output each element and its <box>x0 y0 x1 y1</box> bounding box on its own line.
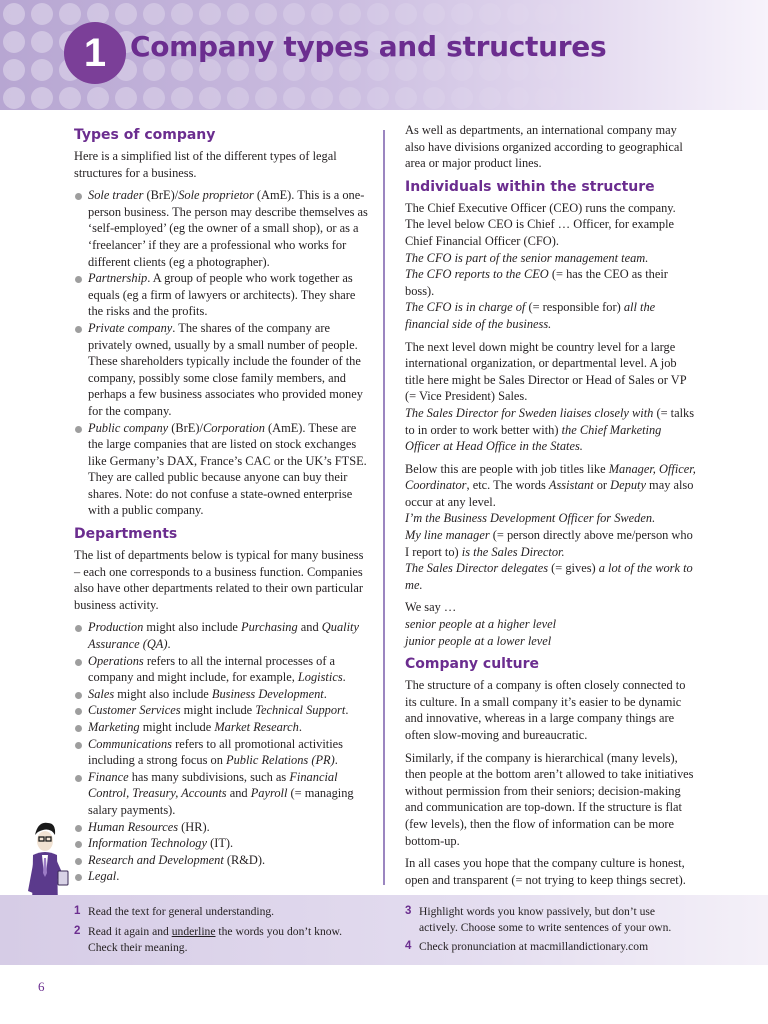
decorative-dot <box>535 3 557 25</box>
decorative-dot <box>255 3 277 25</box>
task-1: 1 Read the text for general understanding. <box>74 905 275 918</box>
example-sentence: The Sales Director delegates (= gives) a lot of the work to me. <box>405 561 693 592</box>
decorative-dot <box>171 3 193 25</box>
next-level-paragraph: The next level down might be country level for a large international organization, or departmental level. A job title here might be Sales Director or Head of Sales or VP (= Vice President) Sales. <box>405 339 687 404</box>
decorative-dot <box>367 87 389 109</box>
decorative-dot <box>227 3 249 25</box>
list-item: Private company. The shares of the company are privately owned, usually by a small number of people. These shareholders typically include the founder of the company, possibly some close family members, and perhaps a few business associates who provided money for the company. <box>74 320 368 420</box>
job-titles-paragraph: Below this are people with job titles like Manager, Officer, Coordinator, etc. The words Assistant or Deputy may also occur at any level. <box>405 461 696 509</box>
decorative-dot <box>115 87 137 109</box>
list-item: Finance has many subdivisions, such as Financial Control, Treasury, Accounts and Payroll (= managing salary payments). <box>74 769 368 819</box>
culture-paragraph: Similarly, if the company is hierarchical (many levels), then people at the bottom aren’t allowed to take initiatives without permission from their seniors; decision-making and communication are top-down. If the structure is flat (few levels), then the flow of information can be more bottom-up. <box>405 750 694 848</box>
list-item: Information Technology (IT). <box>74 835 368 852</box>
types-heading: Types of company <box>74 127 216 143</box>
example-sentence: The Sales Director for Sweden liaises closely with (= talks to in order to work better with) the Chief Marketing Officer at Head Office in the States. <box>405 405 695 454</box>
decorative-dot <box>115 3 137 25</box>
decorative-dot <box>199 87 221 109</box>
decorative-dot <box>563 87 585 109</box>
culture-paragraph: In all cases you hope that the company culture is honest, open and transparent (= not trying to keep things secret). <box>405 856 686 887</box>
example-sentence: The CFO is in charge of (= responsible for) all the financial side of the business. <box>405 300 656 331</box>
culture-paragraph: The structure of a company is often closely connected to its culture. In a small company it’s easier to be dynamic and innovative, whereas in a large company things are often slow-moving and bureaucratic. <box>405 678 686 742</box>
decorative-dot <box>423 3 445 25</box>
example-sentence: My line manager (= person directly above me/person who I report to) is the Sales Director. <box>405 528 693 559</box>
task-2: 2 Read it again and underline the words you don’t know. Check their meaning. <box>74 925 343 954</box>
decorative-dot <box>59 87 81 109</box>
decorative-dot <box>283 3 305 25</box>
decorative-dot <box>479 87 501 109</box>
column-divider <box>383 130 385 885</box>
decorative-dot <box>591 87 613 109</box>
task-4: 4 Check pronunciation at macmillandictionary.com <box>405 940 649 953</box>
chapter-title: Company types and structures <box>130 30 607 63</box>
example-sentence: I’m the Business Development Officer for Sweden. <box>405 511 656 526</box>
task-3: 3 Highlight words you know passively, but don’t use actively. Choose some to write sentences of your own. <box>405 905 672 934</box>
decorative-dot <box>311 3 333 25</box>
decorative-dot <box>395 3 417 25</box>
decorative-dot <box>227 87 249 109</box>
senior-line: senior people at a higher level <box>405 617 557 632</box>
list-item: Research and Development (R&D). <box>74 852 368 869</box>
decorative-dot <box>451 87 473 109</box>
decorative-dot <box>31 31 53 53</box>
list-item: Communications refers to all promotional activities including a strong focus on Public Relations (PR). <box>74 736 368 769</box>
decorative-dot <box>143 3 165 25</box>
decorative-dot <box>535 87 557 109</box>
decorative-dot <box>171 87 193 109</box>
list-item: Sole trader (BrE)/Sole proprietor (AmE). This is a one-person business. The person may describe themselves as ‘self-employed’ (eg the owner of a small shop), or as a ‘freelancer’ if they are a professional who works for different clients (eg a photographer). <box>74 187 368 270</box>
decorative-dot <box>451 3 473 25</box>
decorative-dot <box>199 3 221 25</box>
decorative-dot <box>3 31 25 53</box>
decorative-dot <box>255 87 277 109</box>
example-sentence: The CFO is part of the senior management team. <box>405 250 649 265</box>
company-types-list <box>74 187 368 519</box>
decorative-dot <box>3 3 25 25</box>
list-item: Sales might also include Business Development. <box>74 686 368 703</box>
decorative-dot <box>87 87 109 109</box>
departments-list <box>74 619 368 885</box>
list-item: Customer Services might include Technical Support. <box>74 702 368 719</box>
decorative-dot <box>507 87 529 109</box>
list-item: Operations refers to all the internal processes of a company and might include, for example, Logistics. <box>74 653 368 686</box>
decorative-dot <box>59 3 81 25</box>
list-item: Production might also include Purchasing and Quality Assurance (QA). <box>74 619 368 652</box>
list-item: Public company (BrE)/Corporation (AmE). These are the large companies that are listed on stock exchanges like Germany’s DAX, France’s CAC or the UK’s FTSE. They are called public because anyone can buy their shares. Note: do not confuse a state-owned enterprise with a public company. <box>74 420 368 520</box>
decorative-dot <box>367 3 389 25</box>
right-column <box>405 122 696 894</box>
list-item: Partnership. A group of people who work together as equals (eg a firm of lawyers or architects). They share the risks and the profits. <box>74 270 368 320</box>
decorative-dot <box>339 87 361 109</box>
decorative-dot <box>395 87 417 109</box>
decorative-dot <box>3 59 25 81</box>
chapter-banner <box>0 0 768 110</box>
departments-intro: The list of departments below is typical for many business – each one corresponds to a business function. Companies also have other departments related to their own particular business activity. <box>74 548 364 612</box>
decorative-dot <box>143 87 165 109</box>
decorative-dot <box>3 87 25 109</box>
decorative-dot <box>311 87 333 109</box>
departments-heading: Departments <box>74 526 178 543</box>
junior-line: junior people at a lower level <box>405 633 552 648</box>
tasks-box <box>0 895 768 965</box>
chapter-number-badge: 1 <box>64 22 126 84</box>
divisions-paragraph: As well as departments, an international company may also have divisions organized according to geographical area or major product lines. <box>405 123 683 171</box>
list-item: Legal. <box>74 868 368 885</box>
decorative-dot <box>423 87 445 109</box>
individuals-heading: Individuals within the structure <box>405 178 655 195</box>
decorative-dot <box>339 3 361 25</box>
decorative-dot <box>563 3 585 25</box>
decorative-dot <box>283 87 305 109</box>
left-column <box>74 122 368 891</box>
example-sentence: The CFO reports to the CEO (= has the CEO as their boss). <box>405 267 668 298</box>
types-intro: Here is a simplified list of the different types of legal structures for a business. <box>74 149 337 180</box>
we-say-line: We say … <box>405 600 457 615</box>
page-number: 6 <box>38 979 45 994</box>
decorative-dot <box>31 87 53 109</box>
decorative-dot <box>507 3 529 25</box>
decorative-dot <box>479 3 501 25</box>
decorative-dot <box>31 3 53 25</box>
ceo-paragraph: The Chief Executive Officer (CEO) runs the company. The level below CEO is Chief … Officer, for example Chief Financial Officer (CFO). <box>405 200 676 248</box>
decorative-dot <box>591 3 613 25</box>
list-item: Human Resources (HR). <box>74 819 368 836</box>
list-item: Marketing might include Market Research. <box>74 719 368 736</box>
culture-heading: Company culture <box>405 656 540 673</box>
decorative-dot <box>31 59 53 81</box>
